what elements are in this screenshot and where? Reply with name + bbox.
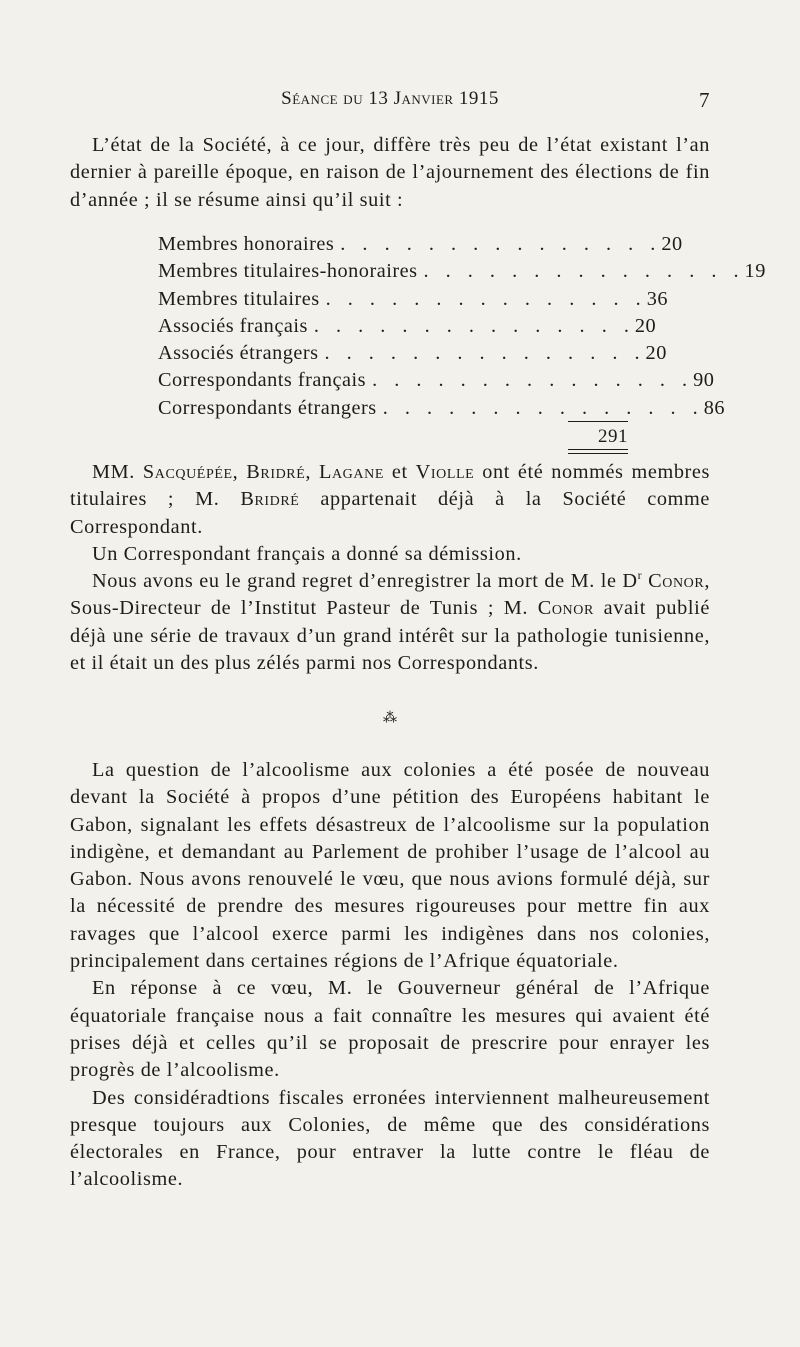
sum-rule	[568, 421, 628, 422]
alcoholism-block	[70, 757, 710, 1194]
membership-table	[158, 231, 766, 447]
fiscal-considerations-paragraph: Des considéradtions fiscales erronées interviennent malheureusement presque toujours aux Colonies, de même que des considérations électorales en France, pour entraver la lutte contre le fléau de l’alcoolisme.	[70, 1086, 710, 1191]
membership-label: Correspondants étrangers	[158, 396, 377, 419]
membership-count: 90	[693, 369, 715, 392]
leader-dots: . . . . . . . . . . . . . . .	[423, 260, 745, 283]
member-name: Sacquépée	[142, 461, 233, 483]
membership-row	[158, 258, 766, 285]
membership-row	[158, 395, 726, 422]
membership-label: Membres titulaires	[158, 287, 320, 310]
leader-dots: . . . . . . . . . . . . . . .	[382, 396, 704, 419]
member-name: Bridré	[240, 488, 300, 511]
intro-paragraph: L’état de la Société, à ce jour, diffère très peu de l’état existant l’an dernier à pareille époque, en raison de l’ajournement des élections de fin d’année ; il se résume ainsi qu’il suit :	[70, 134, 710, 211]
text-run: avait publié déjà une série de travaux d’un grand intérêt sur la pathologie tunisienne, et il était un des plus zélés parmi nos Correspondants.	[70, 597, 710, 675]
leader-dots: . . . . . . . . . . . . . . .	[324, 342, 646, 365]
asterism-divider: ⁂	[383, 711, 397, 726]
text-run: appartenait déjà à la Société comme Correspondant.	[70, 488, 710, 538]
membership-count: 20	[645, 342, 667, 365]
text-run: ,	[305, 461, 319, 483]
total-rule	[568, 449, 628, 450]
membership-label: Correspondants français	[158, 369, 367, 392]
membership-label: Membres titulaires-honoraires	[158, 260, 418, 283]
text-run: , Sous-Directeur de l’Institut Pasteur de Tunis ; M.	[70, 570, 711, 620]
resignation-paragraph: Un Correspondant français a donné sa démission.	[92, 542, 522, 565]
obituary-paragraph	[70, 568, 710, 677]
membership-count: 36	[646, 287, 668, 310]
text-run: MM.	[92, 461, 143, 483]
membership-row	[158, 313, 657, 340]
appointments-paragraph	[70, 459, 710, 541]
membership-label: Associés français	[158, 314, 308, 337]
membership-count: 20	[661, 233, 683, 255]
leader-dots: . . . . . . . . . . . . . . .	[372, 369, 694, 392]
membership-label: Associés étrangers	[158, 342, 319, 365]
superscript: r	[637, 568, 643, 583]
running-header	[70, 88, 710, 118]
header-title: Séance du 13 Janvier 1915	[281, 88, 499, 109]
membership-row	[158, 367, 715, 394]
leader-dots: . . . . . . . . . . . . . . .	[340, 233, 662, 255]
appointments-block	[70, 459, 710, 677]
text-run: Nous avons eu le grand regret d’enregistrer la mort de M. le D	[92, 570, 638, 593]
total-rule	[568, 453, 628, 454]
leader-dots: . . . . . . . . . . . . . . .	[325, 287, 647, 310]
text-run: ,	[232, 461, 247, 483]
member-name: Conor	[537, 597, 594, 620]
text-run: et	[383, 461, 416, 483]
membership-row	[158, 231, 683, 258]
membership-count: 86	[703, 396, 726, 419]
governor-response-paragraph: En réponse à ce vœu, M. le Gouverneur général de l’Afrique équatoriale française nous a fait connaître les mesures qui avaient été prises déjà et celles qu’il se proposait de prescrire pour enrayer les progrès de l’alcoolisme.	[70, 977, 710, 1082]
membership-total: 291	[598, 426, 628, 447]
membership-count: 19	[744, 260, 766, 283]
member-name: Lagane	[318, 461, 384, 483]
alcoholism-paragraph: La question de l’alcoolisme aux colonies a été posée de nouveau devant la Société à propos d’une pétition des Européens habitant le Gabon, signalant les effets désastreux de l’alcoolisme sur la population indigène, et demandant au Parlement de prohiber l’usage de l’alcool au Gabon. Nous avons renouvelé le vœu, que nous avions formulé déjà, sur la nécessité de prendre des mesures rigoureuses pour mettre fin aux ravages que l’alcool exerce parmi les indigènes dans nos colonies, principalement dans certaines régions de l’Afrique équatoriale.	[70, 759, 710, 973]
member-name: Conor	[642, 570, 705, 593]
page-number: 7	[699, 88, 710, 112]
leader-dots: . . . . . . . . . . . . . . .	[313, 314, 635, 337]
member-name: Violle	[415, 461, 475, 483]
membership-row	[158, 286, 668, 313]
membership-count: 20	[634, 314, 657, 337]
member-name: Bridré	[246, 461, 306, 483]
text-run: ont été nommés membres titulaires ; M.	[70, 461, 711, 511]
intro-block	[70, 132, 710, 214]
membership-label: Membres honoraires	[158, 233, 335, 255]
membership-row	[158, 340, 667, 367]
